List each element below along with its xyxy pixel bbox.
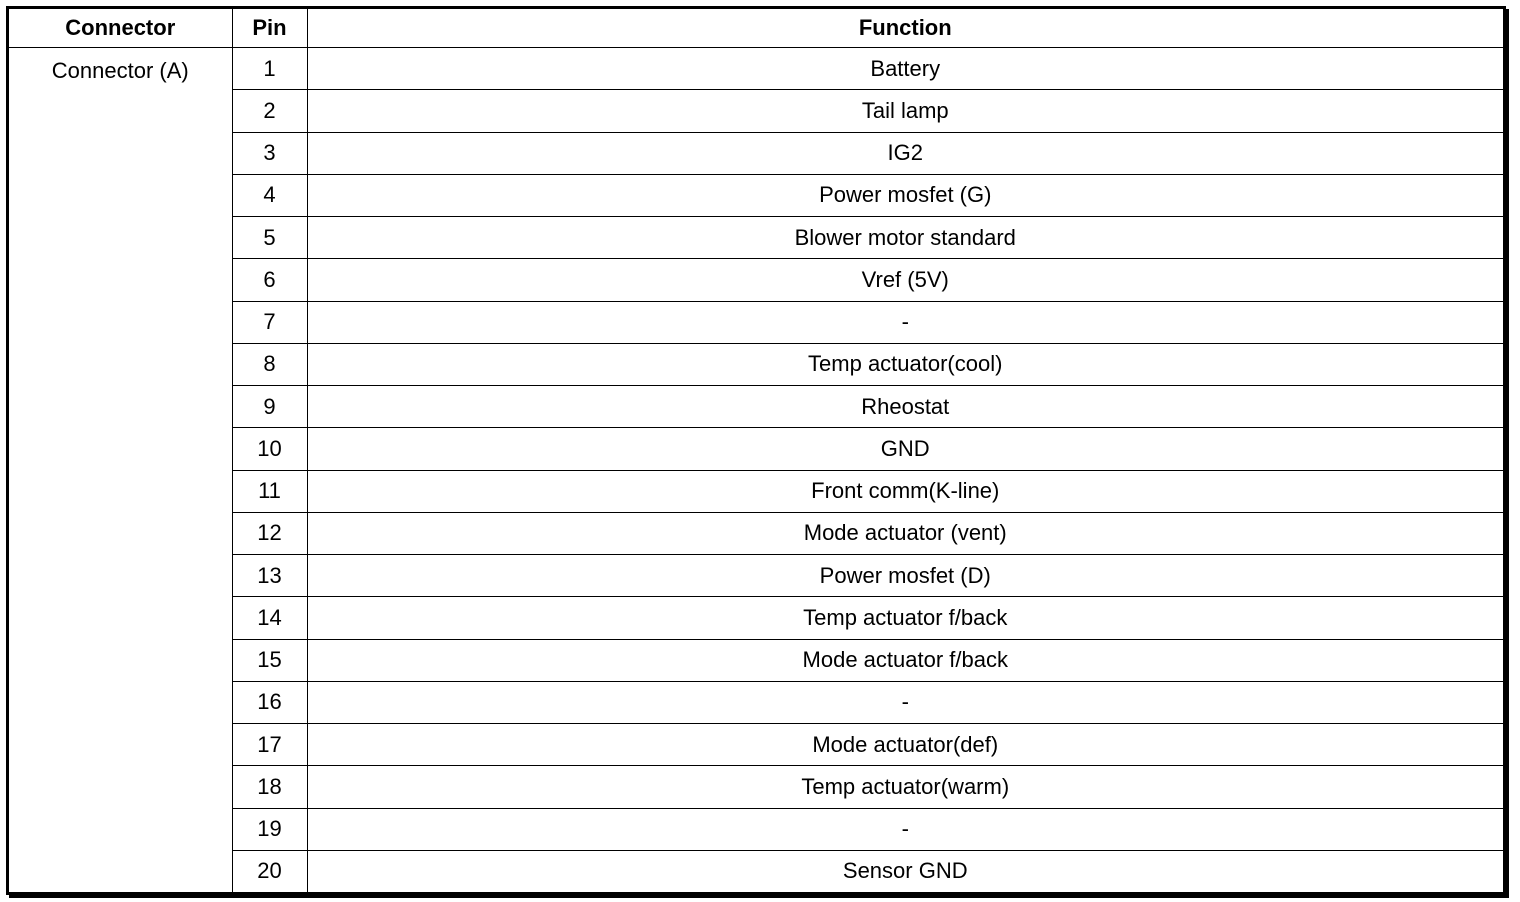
pin-number-cell: 3 (232, 132, 307, 174)
table-row (9, 766, 1503, 808)
pin-function-cell: Temp actuator(warm) (307, 766, 1503, 808)
pin-function-cell: Mode actuator (vent) (307, 512, 1503, 554)
pin-function-cell: Power mosfet (D) (307, 555, 1503, 597)
table-row (9, 301, 1503, 343)
pin-function-cell: Temp actuator f/back (307, 597, 1503, 639)
table-row (9, 681, 1503, 723)
pin-number-cell: 16 (232, 681, 307, 723)
pin-function-cell: Blower motor standard (307, 217, 1503, 259)
function-column-header: Function (307, 9, 1503, 48)
pin-function-cell: - (307, 301, 1503, 343)
pin-number-cell: 15 (232, 639, 307, 681)
pin-number-cell: 7 (232, 301, 307, 343)
pin-function-cell: Power mosfet (G) (307, 174, 1503, 216)
pin-function-cell: Rheostat (307, 386, 1503, 428)
table-row (9, 48, 1503, 90)
pin-function-cell: GND (307, 428, 1503, 470)
pin-number-cell: 1 (232, 48, 307, 90)
table-row (9, 386, 1503, 428)
pin-number-cell: 18 (232, 766, 307, 808)
table-row (9, 343, 1503, 385)
pin-function-cell: Temp actuator(cool) (307, 343, 1503, 385)
table-body (9, 48, 1503, 893)
pin-table-frame (6, 6, 1506, 895)
pin-function-cell: - (307, 681, 1503, 723)
pin-function-cell: Mode actuator f/back (307, 639, 1503, 681)
pin-column-header: Pin (232, 9, 307, 48)
pin-function-cell: Vref (5V) (307, 259, 1503, 301)
pin-function-cell: IG2 (307, 132, 1503, 174)
table-row (9, 470, 1503, 512)
connector-column-header: Connector (9, 9, 232, 48)
pin-function-cell: Mode actuator(def) (307, 724, 1503, 766)
pin-number-cell: 9 (232, 386, 307, 428)
pin-number-cell: 13 (232, 555, 307, 597)
table-row (9, 132, 1503, 174)
pin-number-cell: 17 (232, 724, 307, 766)
pin-function-cell: Sensor GND (307, 850, 1503, 892)
pin-number-cell: 12 (232, 512, 307, 554)
table-row (9, 639, 1503, 681)
table-row (9, 259, 1503, 301)
pin-function-cell: - (307, 808, 1503, 850)
table-row (9, 217, 1503, 259)
pin-number-cell: 2 (232, 90, 307, 132)
pin-function-cell: Tail lamp (307, 90, 1503, 132)
table-row (9, 174, 1503, 216)
table-row (9, 808, 1503, 850)
table-row (9, 850, 1503, 892)
table-row (9, 597, 1503, 639)
pin-function-cell: Front comm(K-line) (307, 470, 1503, 512)
pin-number-cell: 5 (232, 217, 307, 259)
pin-number-cell: 10 (232, 428, 307, 470)
pin-number-cell: 14 (232, 597, 307, 639)
pin-number-cell: 4 (232, 174, 307, 216)
connector-cell: Connector (A) (9, 48, 232, 893)
table-row (9, 555, 1503, 597)
pin-function-cell: Battery (307, 48, 1503, 90)
pin-number-cell: 6 (232, 259, 307, 301)
table-row (9, 724, 1503, 766)
pin-number-cell: 8 (232, 343, 307, 385)
pin-number-cell: 20 (232, 850, 307, 892)
table-row (9, 90, 1503, 132)
pin-number-cell: 19 (232, 808, 307, 850)
table-row (9, 512, 1503, 554)
pin-number-cell: 11 (232, 470, 307, 512)
table-header-row (9, 9, 1503, 48)
connector-pin-table (9, 9, 1503, 892)
table-row (9, 428, 1503, 470)
